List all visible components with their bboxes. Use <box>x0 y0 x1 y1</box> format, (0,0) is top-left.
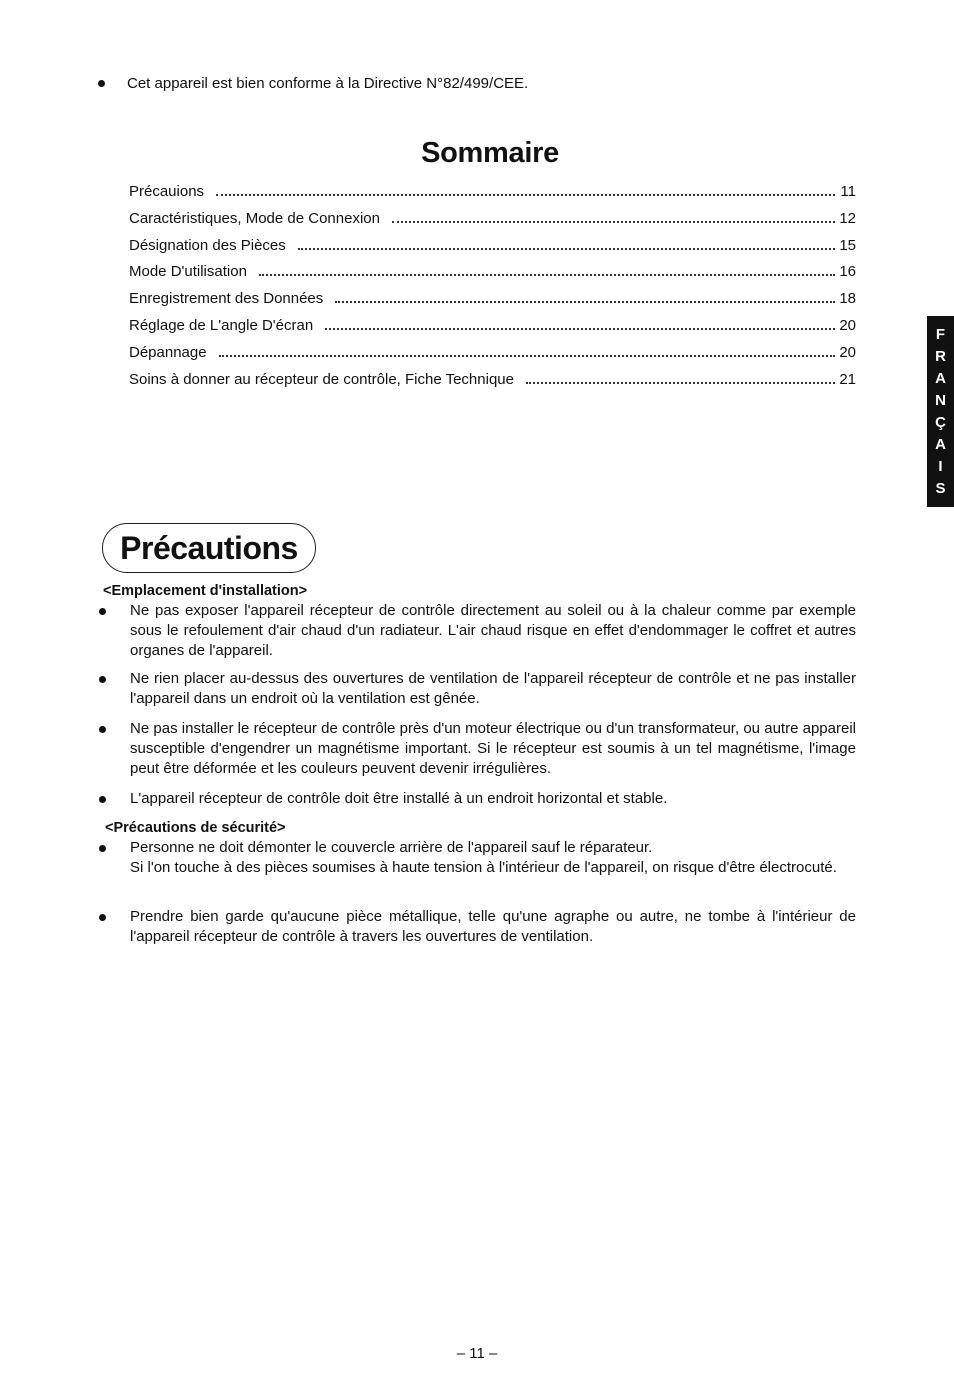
table-of-contents <box>129 183 856 397</box>
bullet-icon <box>98 80 105 87</box>
toc-entry <box>129 183 856 210</box>
bullet-icon <box>99 726 106 733</box>
toc-entry <box>129 210 856 237</box>
section-heading-installation: <Emplacement d'installation> <box>103 583 308 599</box>
toc-leader-dots <box>335 301 835 303</box>
precaution-item <box>99 907 856 947</box>
precaution-item <box>99 601 856 662</box>
toc-leader-dots <box>392 221 835 223</box>
toc-page: 15 <box>839 236 856 254</box>
bullet-icon <box>99 608 106 615</box>
precaution-item <box>99 789 856 809</box>
side-tab-letter: N <box>935 392 946 409</box>
toc-label: Réglage de L'angle D'écran <box>129 316 314 334</box>
side-tab-letter: A <box>935 370 946 387</box>
toc-page: 12 <box>839 209 856 227</box>
toc-entry <box>129 344 856 371</box>
toc-page: 20 <box>839 343 856 361</box>
toc-entry <box>129 290 856 317</box>
toc-leader-dots <box>216 194 835 196</box>
bullet-icon <box>99 845 106 852</box>
toc-label: Mode D'utilisation <box>129 263 247 281</box>
toc-leader-dots <box>219 355 835 357</box>
precaution-text: Prendre bien garde qu'aucune pièce métallique, telle qu'une agraphe ou autre, ne tombe à l'intérieur de l'appareil récepteur de contrôle à travers les ouvertures de ventilation. <box>130 908 856 946</box>
toc-entry <box>129 263 856 290</box>
toc-label: Précauions <box>129 183 205 200</box>
precaution-text: L'appareil récepteur de contrôle doit être installé à un endroit horizontal et stable. <box>130 790 668 807</box>
toc-entry <box>129 317 856 344</box>
side-tab-letter: S <box>935 480 946 497</box>
directive-text: Cet appareil est bien conforme à la Directive N°82/499/CEE. <box>127 75 529 92</box>
side-tab-letter: A <box>935 436 946 453</box>
toc-leader-dots <box>526 382 835 384</box>
precaution-text: Ne pas exposer l'appareil récepteur de contrôle directement au soleil ou à la chaleur comme par exemple sous le refoulement d'air chaud d'un radiateur. L'air chaud risque en effet d'endommager le coffret et autres organes de l'appareil. <box>130 602 856 660</box>
toc-page: 20 <box>839 316 856 334</box>
precaution-text: Ne pas installer le récepteur de contrôle près d'un moteur électrique ou d'un transformateur, ou autre appareil susceptible d'engendrer un magnétisme important. Si le récepteur est soumis à un tel magnétisme, l'image peut être déformée et les couleurs peuvent devenir irrégulières. <box>130 720 856 778</box>
precautions-heading <box>102 523 316 573</box>
precaution-item <box>99 719 856 780</box>
precaution-item <box>99 838 856 878</box>
precaution-text: Ne rien placer au-dessus des ouvertures de ventilation de l'appareil récepteur de contrôle et ne pas installer l'appareil dans un endroit où la ventilation est gênée. <box>130 670 856 708</box>
precautions-title: Précautions <box>120 529 298 566</box>
sommaire-title: Sommaire <box>421 137 559 169</box>
language-side-tab <box>927 316 954 507</box>
precaution-text: Si l'on touche à des pièces soumises à haute tension à l'intérieur de l'appareil, on risque d'être électrocuté. <box>130 859 837 877</box>
toc-page: 18 <box>839 290 856 308</box>
toc-leader-dots <box>259 274 835 276</box>
precaution-text-group <box>130 838 856 878</box>
side-tab-letter: I <box>938 458 943 475</box>
toc-label: Dépannage <box>129 343 207 361</box>
toc-page: 21 <box>839 370 856 388</box>
section-heading-safety: <Précautions de sécurité> <box>105 820 286 836</box>
side-tab-letter: F <box>935 326 946 343</box>
bullet-icon <box>99 796 106 803</box>
bullet-icon <box>99 676 106 683</box>
toc-leader-dots <box>325 328 835 330</box>
toc-label: Enregistrement des Données <box>129 290 324 308</box>
toc-label: Désignation des Pièces <box>129 236 286 254</box>
toc-leader-dots <box>298 248 835 250</box>
page-number: – 11 – <box>456 1345 498 1362</box>
bullet-icon <box>99 914 106 921</box>
toc-page: 16 <box>839 263 856 281</box>
toc-label: Soins à donner au récepteur de contrôle, Fiche Technique <box>129 370 514 388</box>
toc-entry <box>129 237 856 264</box>
side-tab-letter: R <box>935 348 946 365</box>
toc-page: 11 <box>840 183 856 200</box>
precaution-text: Personne ne doit démonter le couvercle arrière de l'appareil sauf le réparateur. <box>130 839 653 856</box>
toc-label: Caractéristiques, Mode de Connexion <box>129 209 380 227</box>
toc-entry <box>129 371 856 398</box>
precaution-item <box>99 669 856 709</box>
directive-note <box>98 75 528 92</box>
side-tab-letter: Ç <box>935 414 946 431</box>
